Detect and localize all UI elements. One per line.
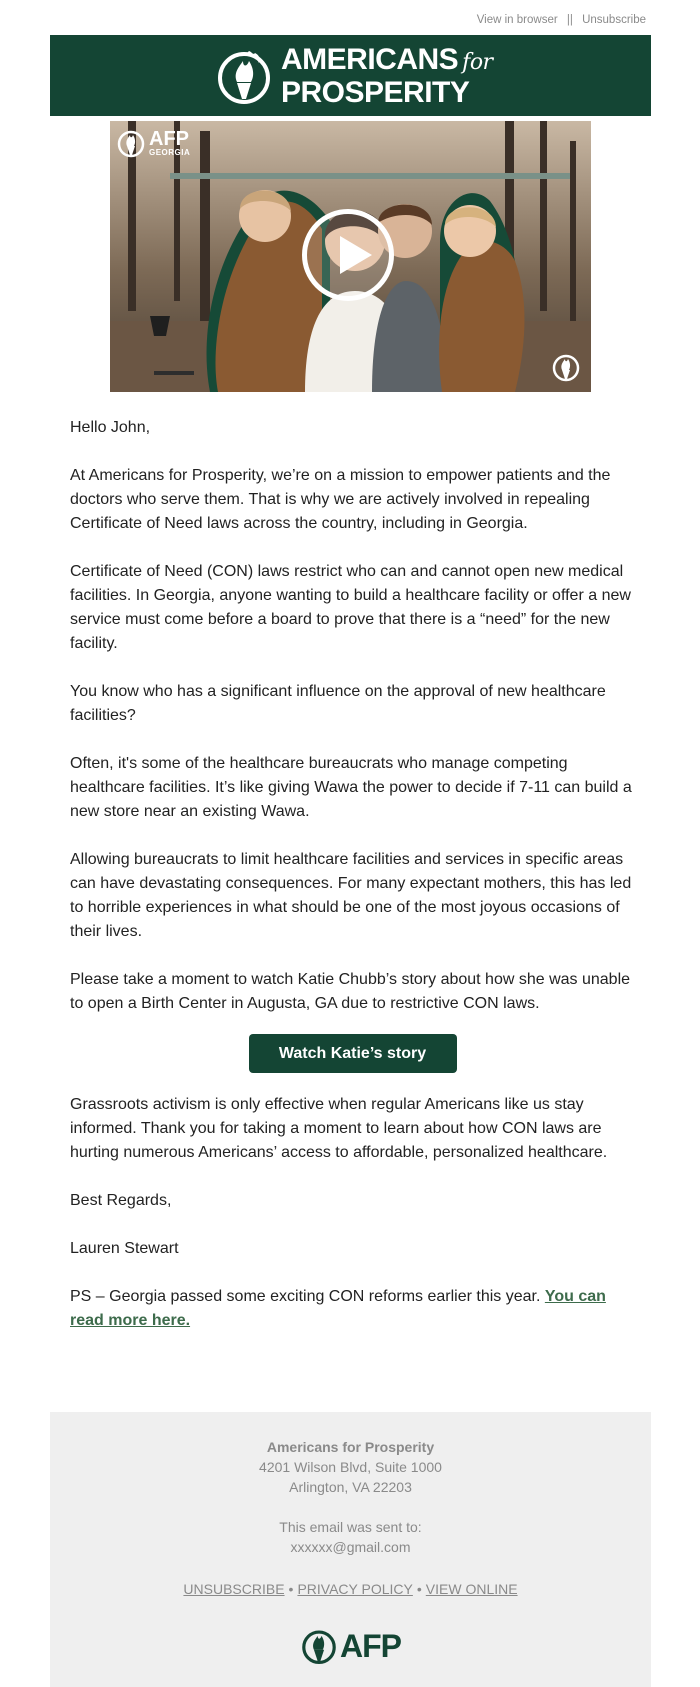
footer-sent-to-label: This email was sent to: bbox=[279, 1519, 422, 1535]
greeting: Hello John, bbox=[70, 419, 151, 436]
postscript bbox=[70, 1285, 635, 1333]
email-body bbox=[70, 416, 635, 1357]
paragraph-katie: Please take a moment to watch Katie Chubb’s story about how she was unable to open a Birth Center in Augusta, GA due to restrictive CON laws. bbox=[70, 971, 631, 1012]
footer-links bbox=[50, 1581, 651, 1597]
footer-dot: • bbox=[416, 1581, 422, 1597]
cta-container bbox=[70, 1034, 635, 1073]
paragraph-mission: At Americans for Prosperity, we’re on a mission to empower patients and the doctors who serve them. That is why we are actively involved in repealing Certificate of Need laws across the country, including in Georgia. bbox=[70, 467, 611, 532]
torch-icon bbox=[551, 352, 581, 382]
topbar-separator: || bbox=[566, 14, 573, 26]
brand-line2: PROSPERITY bbox=[281, 75, 470, 109]
view-in-browser-link[interactable]: View in browser bbox=[476, 14, 558, 26]
afp-logo bbox=[215, 44, 493, 108]
signature: Lauren Stewart bbox=[70, 1240, 179, 1257]
brand-for: for bbox=[462, 49, 493, 75]
paragraph-bureaucrats: Often, it's some of the healthcare bureaucrats who manage competing healthcare facilities. It’s like giving Wawa the power to decide if 7-11 can build a new store near an existing Wawa. bbox=[70, 755, 632, 820]
privacy-policy-link[interactable]: PRIVACY POLICY bbox=[297, 1581, 413, 1597]
paragraph-grassroots: Grassroots activism is only effective when regular Americans like us stay informed. Thank you for taking a moment to learn about how CON laws are hurting numerous Americans’ access to affordable, personalized healthcare. bbox=[70, 1096, 608, 1161]
paragraph-consequences: Allowing bureaucrats to limit healthcare facilities and services in specific areas can have devastating consequences. For many expectant mothers, this has led to horrible experiences in what should be one of the most joyous occasions of their lives. bbox=[70, 851, 632, 940]
torch-icon bbox=[215, 47, 273, 105]
brand-line1: AMERICANS bbox=[281, 42, 459, 76]
footer-dot: • bbox=[288, 1581, 294, 1597]
view-online-link[interactable]: VIEW ONLINE bbox=[425, 1581, 518, 1597]
footer-afp-logo[interactable] bbox=[300, 1627, 401, 1665]
video-logo-sub: GEORGIA bbox=[149, 148, 191, 157]
video-logo-main: AFP bbox=[149, 128, 189, 150]
paragraph-question: You know who has a significant influence on the approval of new healthcare facilities? bbox=[70, 683, 606, 724]
play-icon bbox=[340, 236, 372, 274]
video-thumbnail[interactable] bbox=[110, 121, 591, 392]
brand-wordmark bbox=[281, 42, 493, 109]
unsubscribe-link[interactable]: Unsubscribe bbox=[582, 14, 646, 26]
footer-logo-text: AFP bbox=[340, 1627, 401, 1664]
read-more-link[interactable]: You can read more here. bbox=[70, 1288, 606, 1329]
torch-icon bbox=[300, 1627, 338, 1665]
footer bbox=[50, 1412, 651, 1687]
watch-story-button[interactable]: Watch Katie’s story bbox=[249, 1034, 457, 1073]
torch-icon bbox=[116, 128, 146, 158]
closing: Best Regards, bbox=[70, 1192, 172, 1209]
afp-georgia-logo bbox=[116, 128, 190, 158]
footer-address-line1: 4201 Wilson Blvd, Suite 1000 bbox=[259, 1459, 442, 1475]
footer-org-name: Americans for Prosperity bbox=[266, 1439, 435, 1455]
footer-email: xxxxxx@gmail.com bbox=[290, 1539, 411, 1555]
postscript-text: PS – Georgia passed some exciting CON reforms earlier this year. bbox=[70, 1288, 545, 1305]
play-button[interactable] bbox=[302, 209, 394, 301]
header-banner[interactable] bbox=[50, 35, 651, 116]
paragraph-con-laws: Certificate of Need (CON) laws restrict who can and cannot open new medical facilities. In Georgia, anyone wanting to build a healthcare facility or offer a new service must come before a board to prove that there is a “need” for the new facility. bbox=[70, 563, 631, 652]
footer-address-line2: Arlington, VA 22203 bbox=[289, 1479, 412, 1495]
footer-unsubscribe-link[interactable]: UNSUBSCRIBE bbox=[183, 1581, 285, 1597]
topbar bbox=[477, 14, 646, 26]
